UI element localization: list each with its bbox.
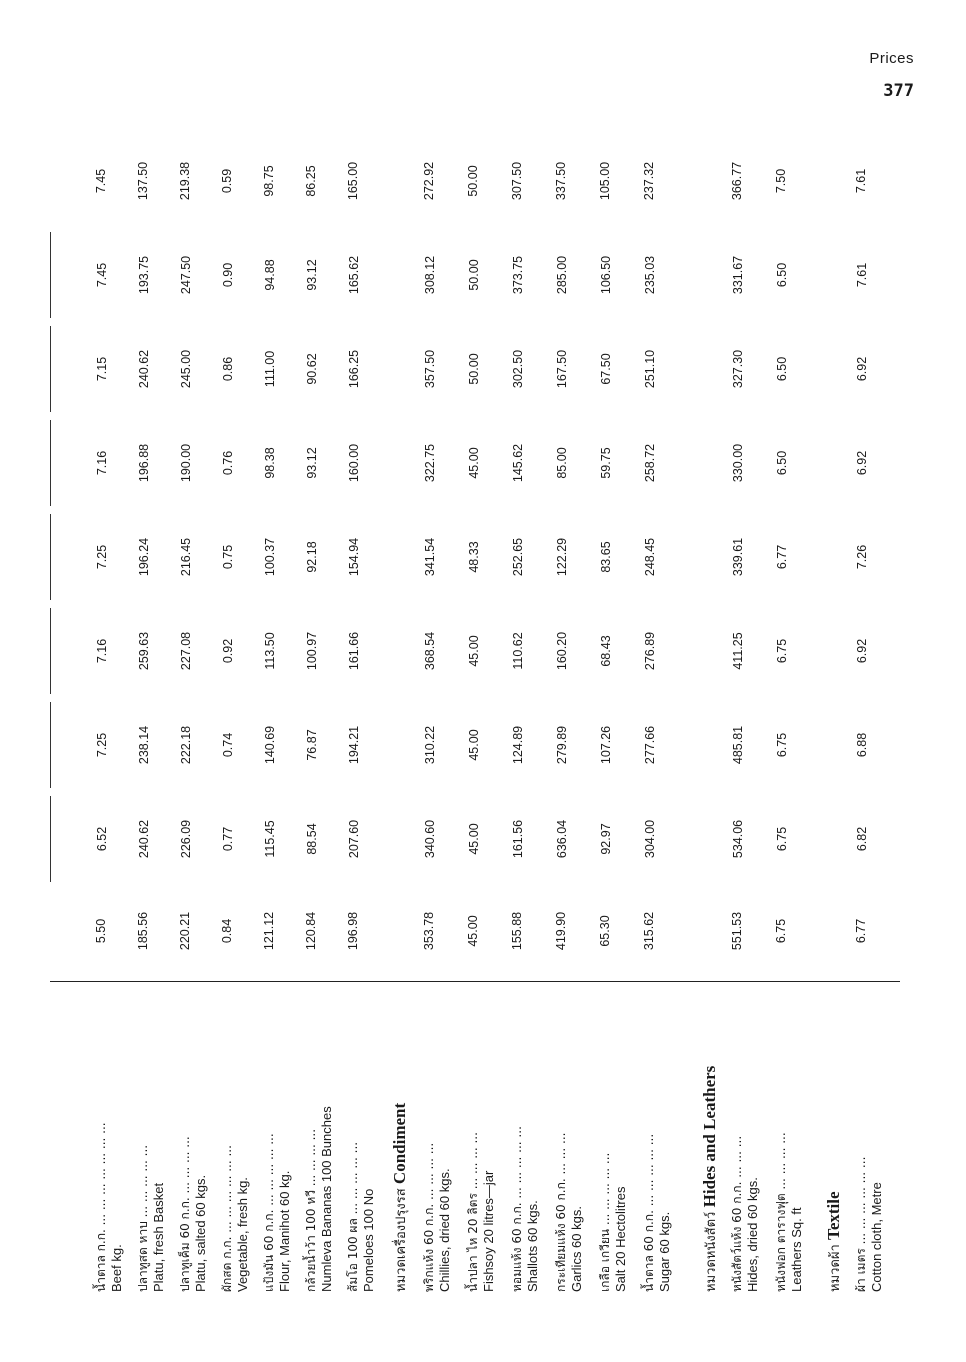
table-cell: 341.54 [423, 537, 437, 577]
table-cell: 194.21 [347, 725, 361, 765]
table-cell: 100.37 [263, 537, 277, 577]
table-cell: 7.16 [95, 638, 109, 664]
value-column [50, 888, 900, 974]
table-cell: 6.52 [95, 826, 109, 852]
table-cell: 100.97 [305, 631, 319, 671]
table-cell: 86.25 [304, 165, 318, 197]
table-cell: 6.75 [775, 732, 789, 758]
table-cell: 7.61 [855, 262, 869, 288]
table-cell: 6.92 [855, 356, 869, 382]
table-cell: 7.15 [95, 356, 109, 382]
table-cell: 357.50 [423, 349, 437, 389]
table-cell: 240.62 [137, 349, 151, 389]
table-cell: 259.63 [137, 631, 151, 671]
table-cell: 7.61 [854, 168, 868, 194]
table-cell: 111.00 [263, 350, 277, 388]
table-cell: 50.00 [467, 353, 481, 385]
value-column [50, 796, 901, 882]
table-cell: 94.88 [263, 259, 277, 291]
table-cell: 165.62 [347, 255, 361, 295]
table-cell: 207.60 [347, 819, 361, 859]
table-cell: 140.69 [263, 725, 277, 765]
table-cell: 0.86 [221, 356, 235, 382]
row-label: เกลือ เกวียน ... ... ... ... ... Salt 20 Hectolitres [598, 1152, 628, 1292]
table-cell: 0.74 [221, 732, 235, 758]
table-cell: 272.92 [422, 161, 436, 201]
table-cell: 7.45 [94, 168, 108, 194]
table-cell: 330.00 [731, 443, 745, 483]
table-cell: 92.18 [305, 541, 319, 573]
table-cell: 252.65 [511, 537, 525, 577]
table-cell: 636.04 [555, 819, 569, 859]
table-cell: 6.75 [774, 918, 788, 944]
value-column [50, 138, 900, 224]
table-cell: 6.75 [775, 638, 789, 664]
row-label: กล้วยน้ำว้า 100 หวี ... ... ... ... Numleva Bananas 100 Bunches [304, 1106, 334, 1292]
table-cell: 6.50 [775, 450, 789, 476]
header-title: Prices [869, 50, 914, 67]
table-cell: 155.88 [510, 911, 524, 951]
table-cell: 339.61 [731, 537, 745, 577]
table-cell: 337.50 [554, 161, 568, 201]
table-cell: 304.00 [643, 819, 657, 859]
table-cell: 226.09 [179, 819, 193, 859]
table-cell: 121.12 [262, 911, 276, 951]
table-cell: 6.92 [855, 638, 869, 664]
table-cell: 331.67 [731, 255, 745, 295]
table-cell: 154.94 [347, 537, 361, 577]
table-cell: 105.00 [598, 161, 612, 201]
table-cell: 238.14 [137, 725, 151, 765]
table-cell: 59.75 [599, 447, 613, 479]
table-cell: 340.60 [423, 819, 437, 859]
table-cell: 6.75 [775, 826, 789, 852]
table-cell: 373.75 [511, 255, 525, 295]
row-label: พริกแห้ง 60 ก.ก. ... ... ... ... Chillies, dried 60 kgs. [422, 1142, 452, 1292]
table-cell: 45.00 [467, 447, 481, 479]
group-heading-textile: หมวดผ้า Textile [824, 1191, 843, 1292]
table-cell: 235.03 [643, 255, 657, 295]
row-label: ผักสด ก.ก. ... ... ... ... ... ... Vegetable, fresh kg. [220, 1145, 250, 1292]
row-label: น้ำตาล ก.ก. ... ... ... ... ... ... ... Beef kg. [94, 1122, 124, 1292]
table-cell: 368.54 [423, 631, 437, 671]
table-cell: 327.30 [731, 349, 745, 389]
table-cell: 7.25 [95, 544, 109, 570]
table-cell: 6.50 [775, 356, 789, 382]
table-cell: 115.45 [263, 820, 277, 858]
table-cell: 85.00 [555, 447, 569, 479]
table-cell: 227.08 [179, 631, 193, 671]
table-cell: 279.89 [555, 725, 569, 765]
row-label: หนังฟอก ตารางฟุต ... ... ... ... Leathers Sq. ft [774, 1132, 804, 1292]
table-cell: 0.84 [220, 918, 234, 944]
table-cell: 7.16 [95, 450, 109, 476]
table-cell: 45.00 [467, 823, 481, 855]
table-cell: 76.87 [305, 729, 319, 761]
table-cell: 50.00 [466, 165, 480, 197]
table-cell: 248.45 [643, 537, 657, 577]
table-cell: 190.00 [179, 443, 193, 483]
table-cell: 308.12 [423, 255, 437, 295]
label-column [50, 981, 900, 1292]
table-cell: 7.26 [855, 544, 869, 570]
table-cell: 0.75 [221, 544, 235, 570]
table-cell: 45.00 [467, 635, 481, 667]
table-cell: 196.98 [346, 911, 360, 951]
table-cell: 245.00 [179, 349, 193, 389]
table-cell: 216.45 [179, 537, 193, 577]
table-cell: 251.10 [643, 349, 657, 389]
table-cell: 366.77 [730, 161, 744, 201]
table-cell: 110.62 [511, 632, 525, 670]
value-column [50, 326, 901, 412]
table-cell: 0.90 [221, 262, 235, 288]
page-header [869, 50, 914, 101]
table-cell: 222.18 [179, 725, 193, 765]
table-cell: 122.29 [555, 537, 569, 577]
table-cell: 185.56 [136, 911, 150, 951]
table-cell: 285.00 [555, 255, 569, 295]
row-label: ปลาทูสด หาบ ... ... ... ... ... Platu, fresh Basket [136, 1144, 166, 1292]
table-cell: 551.53 [730, 911, 744, 951]
page-number: 377 [883, 81, 914, 101]
table-cell: 45.00 [466, 915, 480, 947]
value-column [50, 514, 901, 600]
group-heading-condiment: หมวดเครื่องปรุงรส Condiment [390, 1102, 409, 1292]
value-column [50, 420, 901, 506]
value-column [50, 232, 901, 318]
table-cell: 411.25 [731, 632, 745, 670]
table-cell: 92.97 [599, 823, 613, 855]
table-cell: 88.54 [305, 823, 319, 855]
table-cell: 276.89 [643, 631, 657, 671]
table-cell: 93.12 [305, 259, 319, 291]
table-cell: 240.62 [137, 819, 151, 859]
table-cell: 165.00 [346, 161, 360, 201]
table-cell: 106.50 [599, 255, 613, 295]
table-cell: 167.50 [555, 349, 569, 389]
table-cell: 7.45 [95, 262, 109, 288]
table-cell: 6.50 [775, 262, 789, 288]
table-cell: 6.88 [855, 732, 869, 758]
table-cell: 145.62 [511, 443, 525, 483]
table-cell: 45.00 [467, 729, 481, 761]
table-cell: 196.88 [137, 443, 151, 483]
table-cell: 220.21 [178, 911, 192, 951]
table-cell: 5.50 [94, 918, 108, 944]
table-cell: 6.92 [855, 450, 869, 476]
row-label: ผ้า เมตร ... ... ... ... ... ... Cotton cloth, Metre [854, 1156, 884, 1292]
row-label: ส้มโอ 100 ผล ... ... ... ... ... Pomeloes 100 No [346, 1141, 376, 1292]
table-cell: 219.38 [178, 161, 192, 201]
price-table [50, 132, 900, 1292]
table-cell: 6.82 [855, 826, 869, 852]
value-column [50, 702, 901, 788]
table-cell: 83.65 [599, 541, 613, 573]
table-cell: 120.84 [304, 911, 318, 951]
table-cell: 166.25 [347, 349, 361, 389]
table-cell: 160.00 [347, 443, 361, 483]
table-cell: 48.33 [467, 541, 481, 573]
table-cell: 161.56 [511, 819, 525, 859]
table-cell: 485.81 [731, 725, 745, 765]
table-cell: 315.62 [642, 911, 656, 951]
table-cell: 113.50 [263, 632, 277, 670]
table-cell: 68.43 [599, 635, 613, 667]
table-cell: 277.66 [643, 725, 657, 765]
table-cell: 353.78 [422, 911, 436, 951]
table-cell: 258.72 [643, 443, 657, 483]
table-cell: 90.62 [305, 353, 319, 385]
table-cell: 237.32 [642, 161, 656, 201]
table-cell: 50.00 [467, 259, 481, 291]
table-cell: 67.50 [599, 353, 613, 385]
table-cell: 98.38 [263, 447, 277, 479]
table-cell: 161.66 [347, 631, 361, 671]
table-cell: 6.77 [775, 544, 789, 570]
table-cell: 7.50 [774, 168, 788, 194]
table-cell: 124.89 [511, 725, 525, 765]
table-cell: 0.77 [221, 826, 235, 852]
table-cell: 7.25 [95, 732, 109, 758]
table-cell: 137.50 [136, 161, 150, 201]
value-column [50, 608, 901, 694]
table-cell: 0.76 [221, 450, 235, 476]
table-cell: 6.77 [854, 918, 868, 944]
table-cell: 307.50 [510, 161, 524, 201]
row-label: ปลาทูเค็ม 60 ก.ก. ... ... ... ... Platu, salted 60 kgs. [178, 1136, 208, 1292]
row-label: กระเทียมแห้ง 60 ก.ก. ... ... ... Garlics 60 kgs. [554, 1132, 584, 1292]
table-cell: 419.90 [554, 911, 568, 951]
row-label: แป้งมัน 60 ก.ก. ... ... ... ... ... Flour, Manihot 60 kg. [262, 1133, 292, 1292]
row-label: หนังสัตว์แห้ง 60 ก.ก. ... ... ... Hides, dried 60 kgs. [730, 1135, 760, 1292]
table-cell: 107.26 [599, 725, 613, 765]
table-cell: 193.75 [137, 255, 151, 295]
table-cell: 322.75 [423, 443, 437, 483]
table-cell: 534.06 [731, 819, 745, 859]
table-cell: 0.59 [220, 168, 234, 194]
table-cell: 65.30 [598, 915, 612, 947]
row-label: หอมแห้ง 60 ก.ก. ... ... ... ... ... Shallots 60 kgs. [510, 1126, 540, 1292]
table-cell: 310.22 [423, 725, 437, 765]
table-cell: 0.92 [221, 638, 235, 664]
group-heading-hides: หมวดหนังสัตว์ Hides and Leathers [700, 1065, 719, 1292]
row-label: น้ำปลา ไห 20 ลิตร ... ... ... ... Fishsoy 20 litres—jar [466, 1132, 496, 1292]
table-cell: 247.50 [179, 255, 193, 295]
table-cell: 98.75 [262, 165, 276, 197]
table-cell: 302.50 [511, 349, 525, 389]
table-cell: 160.20 [555, 631, 569, 671]
row-label: น้ำตาล 60 ก.ก. ... ... ... ... ... Sugar 60 kgs. [642, 1133, 672, 1292]
table-cell: 93.12 [305, 447, 319, 479]
table-cell: 196.24 [137, 537, 151, 577]
